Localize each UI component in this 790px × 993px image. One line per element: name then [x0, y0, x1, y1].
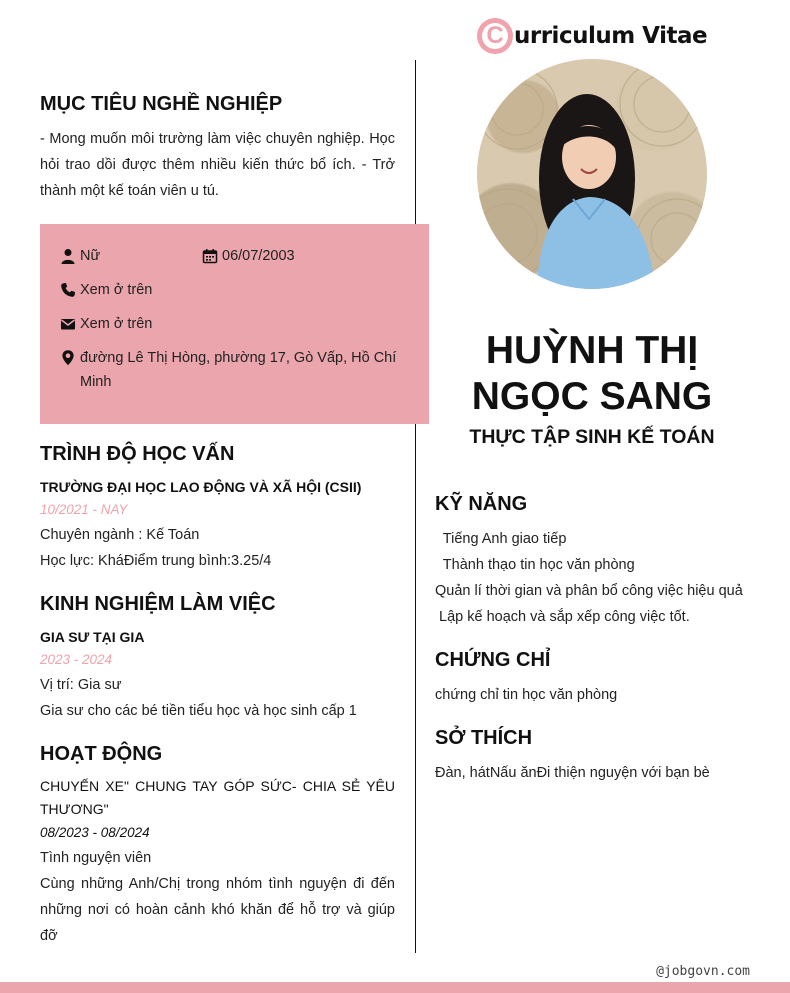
- activity-description: Cùng những Anh/Chị trong nhóm tình nguyện đi đến những nơi có hoàn cảnh khó khăn để hỗ trợ và giúp đỡ: [40, 876, 395, 944]
- logo-text: urriculum Vitae: [514, 23, 708, 49]
- profile-photo: [477, 59, 707, 289]
- address-row: [60, 346, 400, 394]
- education-major: Chuyên ngành : Kế Toán: [40, 527, 200, 543]
- hobbies-title: SỞ THÍCH: [435, 727, 533, 749]
- email-row: [60, 312, 152, 336]
- objective-title: MỤC TIÊU NGHỀ NGHIỆP: [40, 93, 283, 115]
- activities-title: HOẠT ĐỘNG: [40, 743, 163, 765]
- skill-item: Thành thạo tin học văn phòng: [435, 557, 635, 573]
- skill-item: Tiếng Anh giao tiếp: [435, 531, 567, 547]
- location-icon: [60, 348, 76, 367]
- education-grade: Học lực: KháĐiểm trung bình:3.25/4: [40, 553, 272, 569]
- candidate-name: [432, 328, 752, 420]
- cv-logo: [477, 18, 707, 54]
- experience-period: 2023 - 2024: [40, 652, 113, 667]
- certificate-item: chứng chỉ tin học văn phòng: [435, 687, 618, 703]
- email-value: Xem ở trên: [80, 316, 153, 332]
- activity-role: Tình nguyện viên: [40, 850, 152, 866]
- name-line-1: HUỲNH THỊ: [485, 329, 699, 372]
- activity-name: CHUYẾN XE" CHUNG TAY GÓP SỨC- CHIA SẺ YÊU THƯƠNG": [40, 778, 395, 817]
- dob-row: [202, 244, 295, 268]
- gender-value: Nữ: [80, 248, 101, 264]
- activity-period: 08/2023 - 08/2024: [40, 825, 150, 840]
- name-line-2: NGỌC SANG: [471, 375, 713, 418]
- skill-item: Quản lí thời gian và phân bổ công việc hiệu quả: [435, 583, 743, 599]
- footer-bar: [0, 982, 790, 993]
- education-period: 10/2021 - NAY: [40, 502, 128, 517]
- education-title: TRÌNH ĐỘ HỌC VẤN: [40, 443, 235, 465]
- school-name: TRƯỜNG ĐẠI HỌC LAO ĐỘNG VÀ XÃ HỘI (CSII): [40, 479, 362, 495]
- watermark: @jobgovn.com: [656, 964, 750, 979]
- skills-title: KỸ NĂNG: [435, 493, 528, 515]
- personal-info-box: [40, 224, 429, 424]
- objective-text: - Mong muốn môi trường làm việc chuyên nghiệp. Học hỏi trao dồi được thêm nhiều kiến thức bổ ích. - Trở thành một kế toán viên u tú.: [40, 131, 395, 199]
- experience-title: KINH NGHIỆM LÀM VIỆC: [40, 593, 276, 615]
- person-icon: [60, 248, 76, 264]
- experience-company: GIA SƯ TẠI GIA: [40, 629, 145, 645]
- phone-value: Xem ở trên: [80, 282, 153, 298]
- address-value: đường Lê Thị Hòng, phường 17, Gò Vấp, Hồ Chí Minh: [80, 350, 397, 390]
- experience-description: Gia sư cho các bé tiền tiểu học và học sinh cấp 1: [40, 703, 357, 719]
- hobbies-text: Đàn, hátNấu ănĐi thiện nguyện với bạn bè: [435, 765, 710, 781]
- experience-position: Vị trí: Gia sư: [40, 677, 122, 693]
- certificates-title: CHỨNG CHỈ: [435, 649, 551, 671]
- calendar-icon: [202, 248, 218, 264]
- logo-letter: C: [482, 23, 508, 49]
- phone-icon: [60, 282, 76, 298]
- phone-row: [60, 278, 152, 302]
- logo-circle: [477, 18, 513, 54]
- skill-item: Lập kế hoạch và sắp xếp công việc tốt.: [435, 609, 690, 625]
- column-divider: [415, 60, 416, 953]
- portrait-illustration: [477, 59, 707, 289]
- email-icon: [60, 316, 76, 332]
- job-title: THỰC TẬP SINH KẾ TOÁN: [469, 426, 715, 448]
- gender-row: [60, 244, 100, 268]
- dob-value: 06/07/2003: [222, 248, 295, 264]
